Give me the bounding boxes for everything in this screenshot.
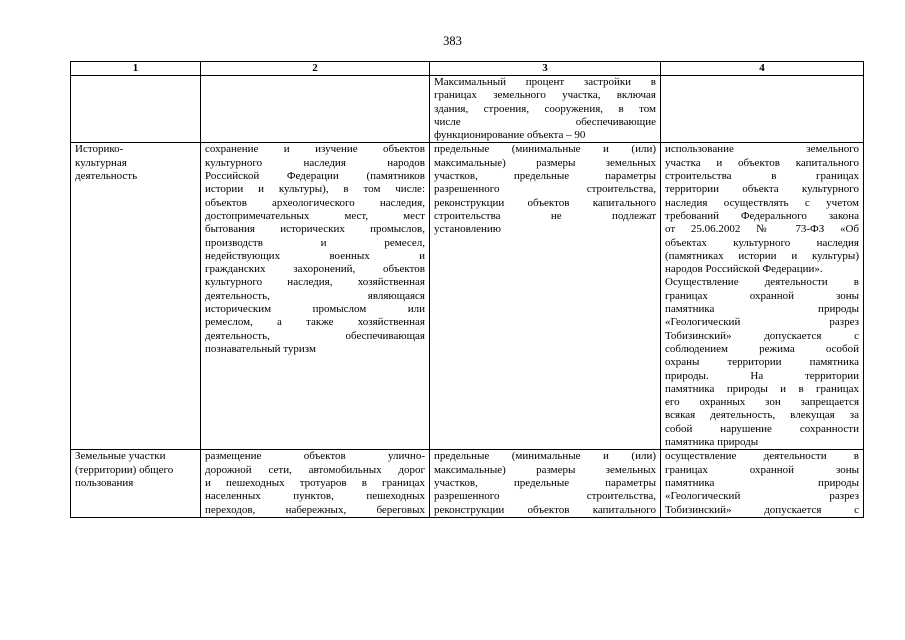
text-line: границах охранной зоны	[665, 463, 859, 476]
restrictions-cell	[661, 450, 864, 517]
text-line: предельные (минимальные и (или)	[434, 143, 656, 156]
column-header-4: 4	[661, 62, 864, 76]
text-line: максимальные) размеры земельных	[434, 156, 656, 169]
text-line: Тобизинский» допускается с	[665, 503, 859, 516]
parameters-cell	[430, 76, 661, 143]
text-line: Российской Федерации (памятников	[205, 170, 425, 183]
restrictions-cell	[661, 76, 864, 143]
text-line: «Геологический разрез	[665, 316, 859, 329]
text-line: функционирование объекта – 90	[434, 129, 586, 142]
activity-description-cell	[201, 143, 430, 450]
text-line: здания, строения, сооружения, в том	[434, 102, 656, 115]
text-line: требований Федерального закона	[665, 209, 859, 222]
text-line: объектов археологического наследия,	[205, 196, 425, 209]
text-line: разрешенного строительства,	[434, 490, 656, 503]
text-line: осуществление деятельности в	[665, 450, 859, 463]
text-line: Максимальный процент застройки в	[434, 76, 656, 88]
table-row	[71, 450, 864, 517]
text-line: охраны территории памятника	[665, 356, 859, 369]
table-row	[71, 143, 864, 450]
text-line: памятника природы	[665, 436, 759, 449]
text-line: народов Российской Федерации».	[665, 263, 823, 276]
regulations-table	[70, 61, 864, 518]
activity-type-cell	[71, 450, 201, 517]
activity-type-cell	[71, 143, 201, 450]
text-line: переходов, набережных, береговых	[205, 503, 425, 516]
text-line: реконструкции объектов капитального	[434, 196, 656, 209]
text-line: участка и объектов капитального	[665, 156, 859, 169]
text-line: Земельные участки	[75, 450, 166, 463]
text-line: памятника природы	[665, 476, 859, 489]
text-line: деятельность	[75, 170, 138, 183]
text-line: использование земельного	[665, 143, 859, 156]
text-line: всякая деятельность, влекущая за	[665, 409, 859, 422]
text-line: ремеслом, а также хозяйственная	[205, 316, 425, 329]
text-line: истории и культуры), в том числе:	[205, 183, 425, 196]
text-line: «Геологический разрез	[665, 490, 859, 503]
text-line: дорожной сети, автомобильных дорог	[205, 463, 425, 476]
text-line: границах охранной зоны	[665, 289, 859, 302]
text-line: памятника природы и в границах	[665, 382, 859, 395]
text-line: (территории) общего	[75, 463, 174, 476]
parameters-cell	[430, 450, 661, 517]
text-line: недействующих военных и	[205, 249, 425, 262]
text-line: участков, предельные параметры	[434, 476, 656, 489]
text-line: соблюдением режима особой	[665, 342, 859, 355]
restrictions-cell	[661, 143, 864, 450]
table-row	[71, 76, 864, 143]
text-line: сохранение и изучение объектов	[205, 143, 425, 156]
activity-description-cell	[201, 76, 430, 143]
text-line: памятника природы	[665, 303, 859, 316]
column-header-1: 1	[71, 62, 201, 76]
text-line: границах земельного участка, включая	[434, 89, 656, 102]
text-line: населенных пунктов, пешеходных	[205, 490, 425, 503]
text-line: Осуществление деятельности в	[665, 276, 859, 289]
text-line: участков, предельные параметры	[434, 170, 656, 183]
text-line: культурного наследия, хозяйственная	[205, 276, 425, 289]
text-line: бытования исторических промыслов,	[205, 223, 425, 236]
activity-description-cell	[201, 450, 430, 517]
column-header-2: 2	[201, 62, 430, 76]
text-line: пользования	[75, 476, 134, 489]
text-line: деятельность, обеспечивающая	[205, 329, 425, 342]
text-line: размещение объектов улично-	[205, 450, 425, 463]
text-line: культурного наследия народов	[205, 156, 425, 169]
parameters-cell	[430, 143, 661, 450]
header-row	[71, 62, 864, 76]
text-line: (памятниках истории и культуры)	[665, 249, 859, 262]
text-line: гражданских захоронений, объектов	[205, 263, 425, 276]
text-line: Тобизинский» допускается с	[665, 329, 859, 342]
text-line: максимальные) размеры земельных	[434, 463, 656, 476]
text-line: разрешенного строительства,	[434, 183, 656, 196]
text-line: культурная	[75, 156, 127, 169]
text-line: и пешеходных тротуаров в границах	[205, 476, 425, 489]
text-line: объектах культурного наследия	[665, 236, 859, 249]
text-line: реконструкции объектов капитального	[434, 503, 656, 516]
text-line: от 25.06.2002 № 73-ФЗ «Об	[665, 223, 859, 236]
text-line: числе обеспечивающие	[434, 115, 656, 128]
text-line: территории объекта культурного	[665, 183, 859, 196]
page-number: 383	[443, 34, 462, 48]
text-line: познавательный туризм	[205, 342, 316, 355]
text-line: установлению	[434, 223, 502, 236]
text-line: историческим промыслом или	[205, 303, 425, 316]
text-line: предельные (минимальные и (или)	[434, 450, 656, 463]
text-line: строительства не подлежат	[434, 209, 656, 222]
text-line: производств и ремесел,	[205, 236, 425, 249]
text-line: строительства в границах	[665, 170, 859, 183]
text-line: его охранных зон запрещается	[665, 396, 859, 409]
text-line: Историко-	[75, 143, 124, 156]
text-line: достопримечательных мест, мест	[205, 209, 425, 222]
column-header-3: 3	[430, 62, 661, 76]
text-line: природы. На территории	[665, 369, 859, 382]
activity-type-cell	[71, 76, 201, 143]
text-line: собой нарушение сохранности	[665, 422, 859, 435]
text-line: деятельность, являющаяся	[205, 289, 425, 302]
text-line: наследия осуществлять с учетом	[665, 196, 859, 209]
